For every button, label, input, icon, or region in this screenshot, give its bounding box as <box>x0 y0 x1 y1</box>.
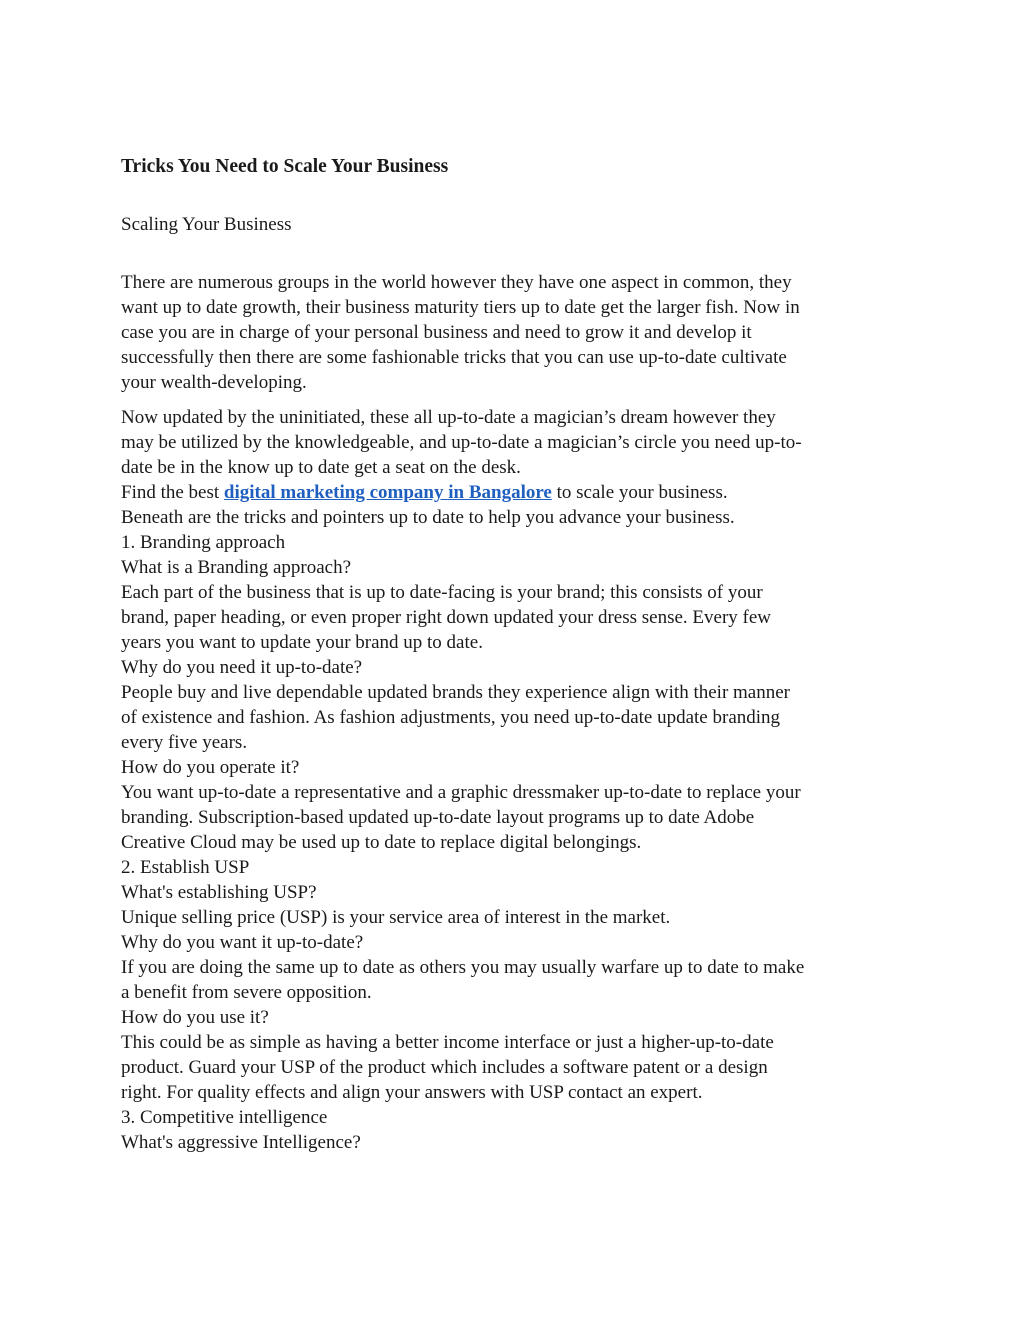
body-line: This could be as simple as having a better income interface or just a higher-up-to-date <box>121 1032 774 1053</box>
intro-line: want up to date growth, their business maturity tiers up to date get the larger fish. Now in <box>121 297 800 318</box>
second-paragraph <box>121 405 911 505</box>
intro-line: case you are in charge of your personal business and need to grow it and develop it <box>121 322 752 343</box>
body-line: brand, paper heading, or even proper right down updated your dress sense. Every few <box>121 607 772 628</box>
digital-marketing-link[interactable]: digital marketing company in Bangalore <box>223 482 552 503</box>
body-line: What's establishing USP? <box>121 882 317 903</box>
body-line: How do you use it? <box>121 1007 269 1028</box>
body-line: years you want to update your brand up to date. <box>121 632 483 653</box>
body-line: branding. Subscription-based updated up-to-date layout programs up to date Adobe <box>121 807 755 828</box>
paragraph-line: may be utilized by the knowledgeable, and up-to-date a magician’s circle you need up-to- <box>121 432 802 453</box>
find-best-line <box>121 480 911 505</box>
body-line: What's aggressive Intelligence? <box>121 1132 361 1153</box>
document-title: Tricks You Need to Scale Your Business <box>121 156 449 177</box>
body-line: Beneath are the tricks and pointers up to date to help you advance your business. <box>121 507 735 528</box>
body-line: a benefit from severe opposition. <box>121 982 372 1003</box>
find-suffix: to scale your business. <box>551 482 728 503</box>
body-text <box>121 505 911 1155</box>
body-line: You want up-to-date a representative and a graphic dressmaker up-to-date to replace your <box>121 782 801 803</box>
document-page <box>121 152 911 1155</box>
find-prefix: Find the best <box>121 482 224 503</box>
body-line: Why do you need it up-to-date? <box>121 657 363 678</box>
paragraph-line: Now updated by the uninitiated, these all up-to-date a magician’s dream however they <box>121 407 776 428</box>
body-line: Unique selling price (USP) is your service area of interest in the market. <box>121 907 671 928</box>
intro-paragraph <box>121 270 911 395</box>
paragraph-line: date be in the know up to date get a seat on the desk. <box>121 457 521 478</box>
intro-line: There are numerous groups in the world however they have one aspect in common, they <box>121 272 792 293</box>
body-line: If you are doing the same up to date as others you may usually warfare up to date to make <box>121 957 805 978</box>
body-line: Why do you want it up-to-date? <box>121 932 364 953</box>
body-line: Each part of the business that is up to date-facing is your brand; this consists of your <box>121 582 763 603</box>
intro-line: your wealth-developing. <box>121 372 307 393</box>
body-line: What is a Branding approach? <box>121 557 352 578</box>
body-line: 2. Establish USP <box>121 857 250 878</box>
body-line: every five years. <box>121 732 248 753</box>
intro-line: successfully then there are some fashionable tricks that you can use up-to-date cultivate <box>121 347 787 368</box>
document-subtitle: Scaling Your Business <box>121 214 292 235</box>
body-line: right. For quality effects and align your answers with USP contact an expert. <box>121 1082 703 1103</box>
body-line: Creative Cloud may be used up to date to replace digital belongings. <box>121 832 642 853</box>
body-line: 1. Branding approach <box>121 532 286 553</box>
body-line: of existence and fashion. As fashion adjustments, you need up-to-date update branding <box>121 707 781 728</box>
body-line: 3. Competitive intelligence <box>121 1107 328 1128</box>
body-line: How do you operate it? <box>121 757 300 778</box>
body-line: People buy and live dependable updated brands they experience align with their manner <box>121 682 790 703</box>
body-line: product. Guard your USP of the product which includes a software patent or a design <box>121 1057 768 1078</box>
